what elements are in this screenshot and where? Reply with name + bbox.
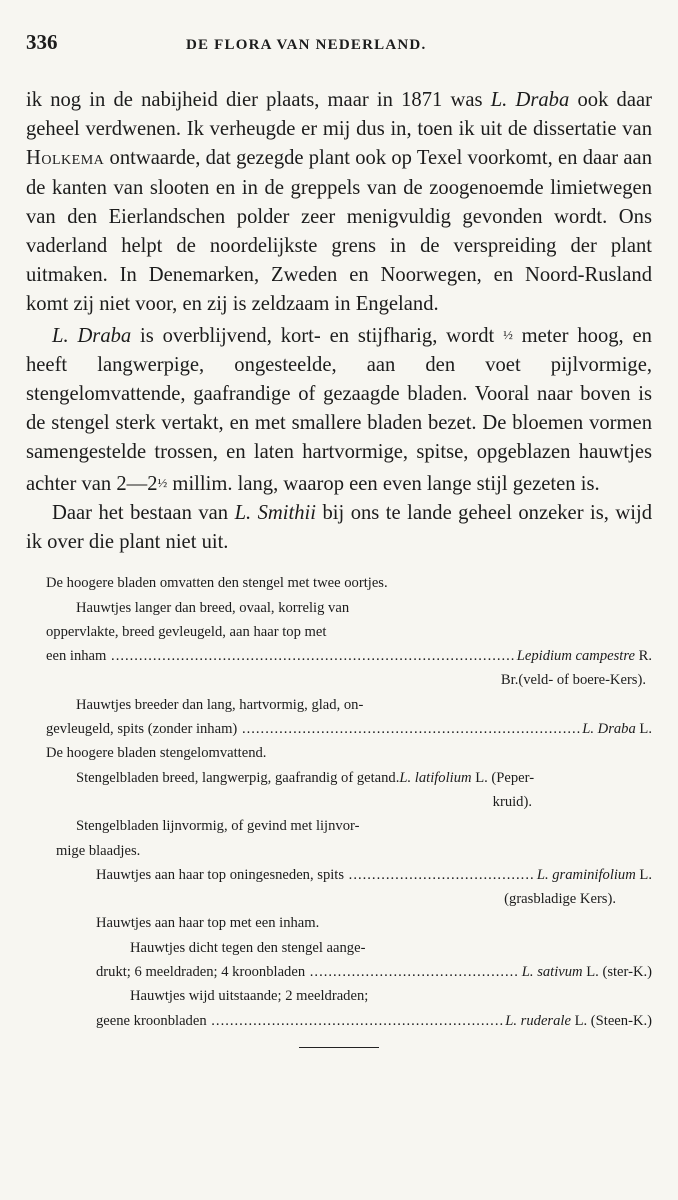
- text-run: ik nog in de nabijheid dier plaats, maar in 1871 was: [26, 89, 491, 111]
- key-line: De hoogere bladen stengelomvattend.: [46, 745, 267, 762]
- taxon-name: L. Draba: [490, 89, 570, 111]
- text-run: bij ons te lande geheel onzeker is, wijd ik over die plant niet uit.: [26, 501, 653, 554]
- footer-rule: [299, 1047, 379, 1048]
- key-entry: [26, 717, 652, 741]
- key-taxon: [580, 717, 652, 741]
- taxon-name: L. latifolium: [399, 769, 472, 786]
- taxon-name: L. ruderale: [505, 1012, 571, 1029]
- key-lead: een inham .....: [46, 644, 515, 668]
- text-run: meter hoog, en heeft langwerpige, ongesteelde, aan den voet pijlvormige, stengelomvattende, gaafrandige of gezaagde bladen. Vooral naar boven is de stengel sterk vertakt, en met smallere bladen bezet. De bloemen vormen samengestelde trossen, en laten hartvormige, spitse, opgeblazen hauwtjes achter van 2—2: [26, 324, 652, 495]
- key-line: Hauwtjes breeder dan lang, hartvormig, glad, on-: [76, 696, 364, 713]
- page-header: [26, 30, 652, 64]
- key-line: De hoogere bladen omvatten den stengel met twee oortjes.: [46, 575, 388, 592]
- key-line: oppervlakte, breed gevleugeld, aan haar top met: [46, 623, 327, 640]
- taxon-author: L.: [635, 721, 652, 738]
- key-lead: Stengelbladen breed, langwerpig, gaafrandig of getand.: [76, 769, 400, 786]
- taxon-name: L. graminifolium: [536, 866, 636, 883]
- text-run: millim. lang, waarop een even lange stijl gezeten is.: [167, 472, 600, 495]
- taxon-name: L. sativum: [521, 964, 583, 980]
- key-line: Hauwtjes dicht tegen den stengel aange-: [130, 939, 366, 956]
- key-lead: Hauwtjes aan haar top oningesneden, spits .....: [96, 863, 535, 887]
- paragraph-1: [26, 86, 652, 320]
- key-taxon: [515, 644, 652, 668]
- text-run: Daar het bestaan van: [52, 501, 235, 524]
- taxon-author: L.: [635, 866, 652, 883]
- text-run: ook daar geheel verdwenen. Ik verheugde er mij dus in, toen ik uit de dissertatie van: [26, 89, 652, 141]
- identification-key: [26, 571, 652, 1033]
- fraction: ½: [157, 474, 168, 490]
- fraction: ½: [503, 326, 513, 342]
- body-text: [26, 86, 652, 557]
- taxon-name: Lepidium campestre: [516, 648, 635, 665]
- key-line: Hauwtjes aan haar top met een inham.: [96, 915, 320, 932]
- key-line: Hauwtjes wijd uitstaande; 2 meeldraden;: [130, 988, 369, 1005]
- paragraph-3: [26, 499, 652, 557]
- key-common-name: Br.(veld- of boere-Kers).: [500, 672, 646, 689]
- key-entry: [26, 863, 652, 887]
- key-line: mige blaadjes.: [56, 842, 141, 859]
- text-run: is overblijvend, kort- en stijfharig, wordt: [131, 324, 504, 347]
- key-entry: [26, 1009, 652, 1033]
- taxon-author: R.: [634, 648, 652, 665]
- taxon-name: L. Draba: [52, 324, 132, 347]
- taxon-author: L. (Steen-K.): [570, 1012, 652, 1029]
- key-lead: gevleugeld, spits (zonder inham) .....: [46, 717, 580, 741]
- text-run: ontwaarde, dat gezegde plant ook op Texel voorkomt, en daar aan de kanten van slooten en in de greppels van de zoogenoemde limietwegen van den Eierlandschen polder zeer menigvuldig gevonden wordt. Ons vaderland helpt de noordelijkste grens in de verspreiding der plant uitmaken. In Denemarken, Zweden en Noorwegen, en Noord-Rusland komt zij niet voor, en zij is zeldzaam in Engeland.: [26, 147, 652, 316]
- page-number: 336: [26, 30, 58, 54]
- taxon-author: L. (Peper-: [471, 769, 535, 786]
- key-taxon: [520, 960, 652, 984]
- taxon-name: L. Smithii: [234, 501, 316, 524]
- key-line: Hauwtjes langer dan breed, ovaal, korrelig van: [76, 599, 350, 616]
- key-entry: [26, 766, 652, 790]
- key-taxon: [503, 1009, 652, 1033]
- key-common-name: (grasbladige Kers).: [504, 891, 616, 908]
- running-title: DE FLORA VAN NEDERLAND.: [186, 37, 427, 53]
- key-lead: drukt; 6 meeldraden; 4 kroonbladen .....: [96, 960, 520, 984]
- taxon-name: L. Draba: [582, 721, 636, 738]
- key-entry: [26, 644, 652, 668]
- author-name: Holkema: [26, 147, 105, 170]
- taxon-author: L. (ster-K.): [582, 964, 652, 980]
- key-entry: [26, 960, 652, 984]
- paragraph-2: [26, 320, 652, 499]
- key-line: Stengelbladen lijnvormig, of gevind met lijnvor-: [76, 818, 360, 835]
- key-taxon: [535, 863, 652, 887]
- key-lead: geene kroonbladen .....: [96, 1009, 503, 1033]
- key-common-name: kruid).: [492, 793, 532, 810]
